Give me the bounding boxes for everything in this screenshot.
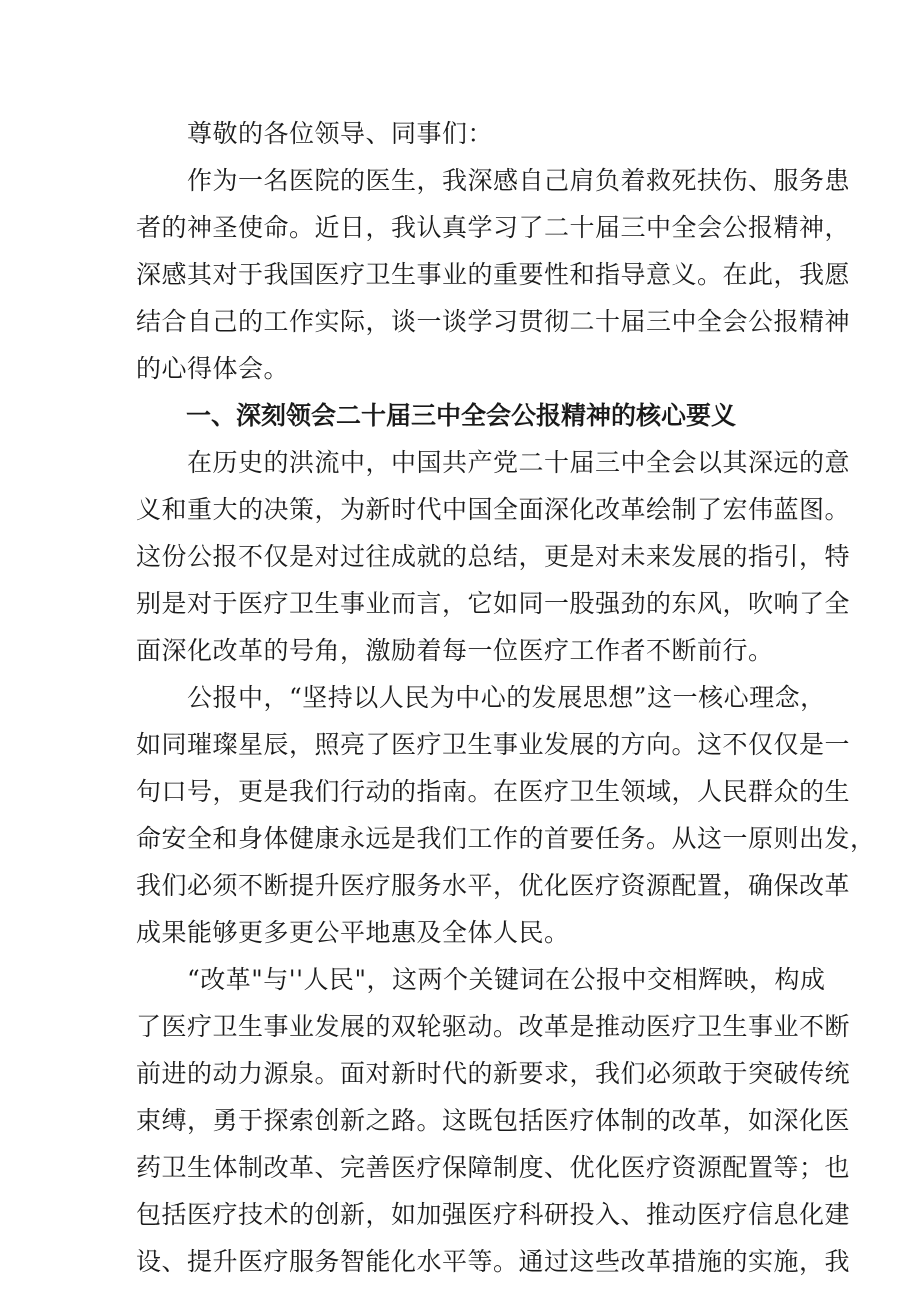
paragraph-line: 在历史的洪流中，中国共产党二十届三中全会以其深远的意 [187, 448, 851, 477]
paragraph-line: 这份公报不仅是对过往成就的总结，更是对未来发展的指引，特 [136, 542, 851, 571]
paragraph-line: 如同璀璨星辰，照亮了医疗卫生事业发展的方向。这不仅仅是一 [136, 730, 851, 759]
paragraph-line: 深感其对于我国医疗卫生事业的重要性和指导意义。在此，我愿 [136, 260, 851, 289]
paragraph-line: 命安全和身体健康永远是我们工作的首要任务。从这一原则出发， [136, 824, 876, 853]
paragraph-line: 我们必须不断提升医疗服务水平，优化医疗资源配置，确保改革 [136, 871, 851, 900]
paragraph-line: 了医疗卫生事业发展的双轮驱动。改革是推动医疗卫生事业不断 [136, 1012, 851, 1041]
paragraph-line: 成果能够更多更公平地惠及全体人民。 [136, 918, 570, 947]
document-body [136, 110, 876, 1285]
paragraph-people-centered [136, 674, 876, 956]
paragraph-line: 面深化改革的号角，激励着每一位医疗工作者不断前行。 [136, 636, 774, 665]
paragraph-line: 者的神圣使命。近日，我认真学习了二十届三中全会公报精神， [136, 213, 851, 242]
section-heading: 一、深刻领会二十届三中全会公报精神的核心要义 [186, 401, 737, 430]
paragraph-line: 别是对于医疗卫生事业而言，它如同一股强劲的东风，吹响了全 [136, 589, 851, 618]
salutation: 尊敬的各位领导、同事们： [187, 119, 494, 148]
paragraph-line: 结合自己的工作实际，谈一谈学习贯彻二十届三中全会公报精神 [136, 307, 851, 336]
paragraph-line: 作为一名医院的医生，我深感自己肩负着救死扶伤、服务患 [187, 166, 851, 195]
paragraph-line: 药卫生体制改革、完善医疗保障制度、优化医疗资源配置等；也 [136, 1153, 851, 1182]
paragraph-history [136, 439, 851, 674]
paragraph-line: “改革"与''人民"，这两个关键词在公报中交相辉映，构成 [187, 965, 826, 994]
paragraph-line: 设、提升医疗服务智能化水平等。通过这些改革措施的实施，我 [136, 1247, 851, 1276]
paragraph-line: 束缚，勇于探索创新之路。这既包括医疗体制的改革，如深化医 [136, 1106, 851, 1135]
paragraph-line: 义和重大的决策，为新时代中国全面深化改革绘制了宏伟蓝图。 [136, 495, 851, 524]
paragraph-line: 公报中，“坚持以人民为中心的发展思想”这一核心理念， [187, 683, 826, 712]
paragraph-reform [136, 956, 851, 1285]
paragraph-line: 的心得体会。 [136, 354, 290, 383]
paragraph-line: 前进的动力源泉。面对新时代的新要求，我们必须敢于突破传统 [136, 1059, 851, 1088]
paragraph-line: 句口号，更是我们行动的指南。在医疗卫生领域，人民群众的生 [136, 777, 851, 806]
paragraph-line: 包括医疗技术的创新，如加强医疗科研投入、推动医疗信息化建 [136, 1200, 851, 1229]
paragraph-intro [136, 157, 851, 392]
